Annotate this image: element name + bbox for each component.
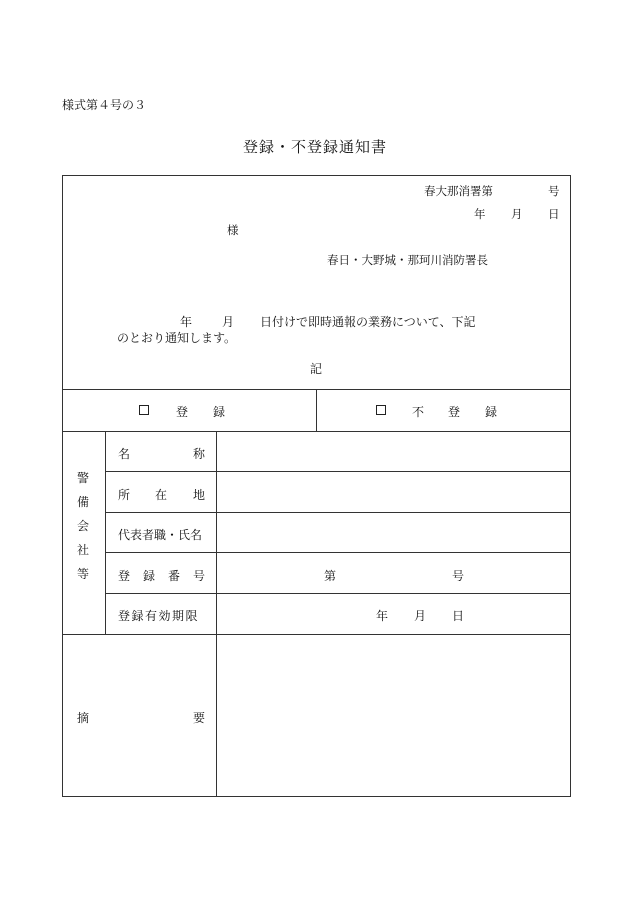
- expiry-day: 日: [452, 609, 465, 623]
- issue-date-month: 月: [511, 207, 523, 221]
- summary-label-char-1: 摘: [77, 711, 90, 725]
- issue-date-day: 日: [548, 207, 560, 221]
- reg-number-label-char-2: 録: [143, 569, 156, 583]
- document-title: 登録・不登録通知書: [242, 138, 387, 156]
- name-field[interactable]: [217, 432, 570, 471]
- doc-number-suffix: 号: [548, 184, 560, 198]
- address-field[interactable]: [217, 472, 570, 512]
- option-register: [139, 403, 161, 417]
- reg-number-field[interactable]: [217, 553, 570, 593]
- body-month: 月: [222, 315, 235, 329]
- reg-number-prefix: 第: [324, 569, 337, 583]
- body-line-1: 日付けで即時通報の業務について、下記: [260, 315, 476, 329]
- register-checkbox[interactable]: [139, 405, 149, 415]
- group-label-char: 会: [76, 519, 89, 533]
- reg-expiry-field[interactable]: [217, 594, 570, 634]
- summary-label-char-2: 要: [193, 711, 206, 725]
- sender-title: 春日・大野城・那珂川消防署長: [327, 253, 488, 267]
- not-register-label-char-2: 登: [448, 405, 461, 419]
- name-label-char-2: 称: [193, 447, 206, 461]
- body-line-2: のとおり通知します。: [117, 331, 237, 345]
- summary-field[interactable]: [217, 635, 570, 796]
- reg-number-label-char-1: 登: [118, 569, 131, 583]
- issue-date-year: 年: [474, 207, 486, 221]
- expiry-month: 月: [414, 609, 427, 623]
- group-label-char: 備: [76, 495, 89, 509]
- reg-number-label-char-4: 号: [193, 569, 206, 583]
- representative-field[interactable]: [217, 513, 570, 552]
- address-label-char-1: 所: [118, 488, 131, 502]
- addressee-suffix: 様: [227, 223, 239, 237]
- rule-options-divider: [316, 389, 317, 431]
- expiry-year: 年: [376, 609, 389, 623]
- not-register-checkbox[interactable]: [376, 405, 386, 415]
- reg-number-suffix: 号: [452, 569, 465, 583]
- form-number: 様式第４号の３: [62, 98, 147, 112]
- security-company-group-label: [73, 466, 93, 586]
- rule-group-divider: [105, 431, 106, 634]
- name-label-char-1: 名: [118, 447, 131, 461]
- not-register-label-char-3: 録: [485, 405, 498, 419]
- group-label-char: 警: [76, 471, 89, 485]
- not-register-label-char-1: 不: [412, 405, 425, 419]
- address-label-char-2: 在: [155, 488, 168, 502]
- option-not-register: [376, 403, 398, 417]
- reg-expiry-label: 登録有効期限: [118, 609, 200, 623]
- doc-number-prefix: 春大那消署第: [424, 184, 493, 198]
- register-label-char-2: 録: [213, 405, 226, 419]
- body-year: 年: [180, 315, 193, 329]
- reg-number-label-char-3: 番: [168, 569, 181, 583]
- group-label-char: 等: [76, 567, 89, 581]
- group-label-char: 社: [76, 543, 89, 557]
- ki-heading: 記: [310, 362, 323, 376]
- address-label-char-3: 地: [193, 488, 206, 502]
- representative-label: 代表者職・氏名: [118, 528, 203, 542]
- register-label-char-1: 登: [176, 405, 189, 419]
